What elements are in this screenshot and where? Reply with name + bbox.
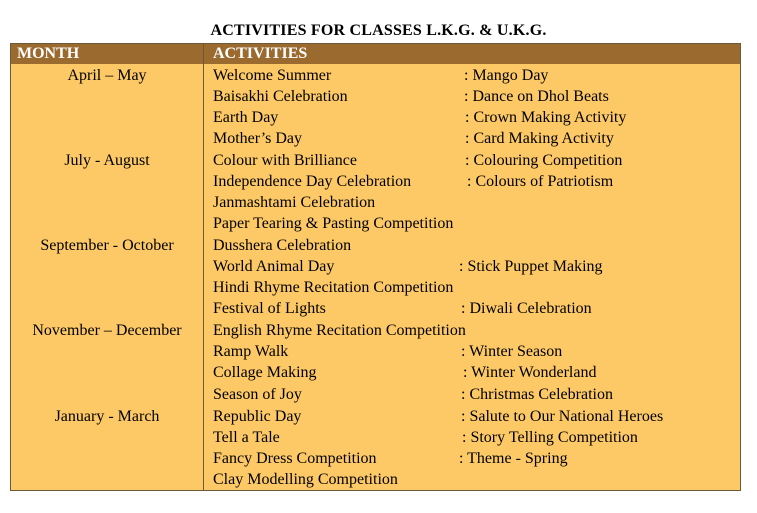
activity-detail: : Story Telling Competition [462, 429, 638, 446]
activity-item: Colour with Brilliance [213, 152, 357, 169]
activity-item: Earth Day [213, 109, 279, 126]
month-september-october: September - October [40, 237, 174, 254]
activity-item: Independence Day Celebration [213, 173, 412, 190]
activity-detail: : Card Making Activity [465, 130, 614, 147]
activity-item: Clay Modelling Competition [213, 471, 398, 488]
activity-item: Hindi Rhyme Recitation Competition [213, 279, 454, 296]
activity-detail: : Stick Puppet Making [459, 258, 603, 275]
activities-table [10, 43, 741, 491]
activity-detail: : Winter Season [461, 343, 563, 360]
activities-column-header: ACTIVITIES [213, 45, 308, 62]
activity-detail: : Winter Wonderland [463, 364, 597, 381]
activity-item: Mother’s Day [213, 130, 303, 147]
activity-detail: : Dance on Dhol Beats [464, 88, 609, 105]
activity-item: English Rhyme Recitation Competition [213, 322, 466, 339]
activity-detail: : Theme - Spring [459, 450, 568, 467]
activity-item: World Animal Day [213, 258, 335, 275]
activity-detail: : Mango Day [464, 67, 549, 84]
activity-detail: : Christmas Celebration [461, 386, 613, 403]
month-column-header: MONTH [17, 45, 80, 62]
column-divider [203, 44, 204, 490]
activity-item: Tell a Tale [213, 429, 280, 446]
activity-item: Fancy Dress Competition [213, 450, 377, 467]
activity-item: Season of Joy [213, 386, 302, 403]
activity-detail: : Diwali Celebration [461, 300, 592, 317]
activity-detail: : Colours of Patriotism [467, 173, 614, 190]
month-april-may: April – May [67, 67, 147, 84]
activity-detail: : Colouring Competition [465, 152, 623, 169]
activity-item: Baisakhi Celebration [213, 88, 348, 105]
activity-item: Janmashtami Celebration [213, 194, 376, 211]
activity-item: Paper Tearing & Pasting Competition [213, 215, 454, 232]
activity-item: Welcome Summer [213, 67, 332, 84]
activity-detail: : Salute to Our National Heroes [461, 408, 664, 425]
activity-item: Festival of Lights [213, 300, 326, 317]
month-november-december: November – December [32, 322, 182, 339]
activity-item: Republic Day [213, 408, 302, 425]
activity-item: Ramp Walk [213, 343, 289, 360]
activity-item: Dusshera Celebration [213, 237, 352, 254]
month-january-march: January - March [54, 408, 160, 425]
activity-item: Collage Making [213, 364, 317, 381]
page-title: ACTIVITIES FOR CLASSES L.K.G. & U.K.G. [210, 22, 547, 39]
table-header [11, 44, 740, 64]
month-july-august: July - August [64, 152, 150, 169]
activity-detail: : Crown Making Activity [465, 109, 627, 126]
